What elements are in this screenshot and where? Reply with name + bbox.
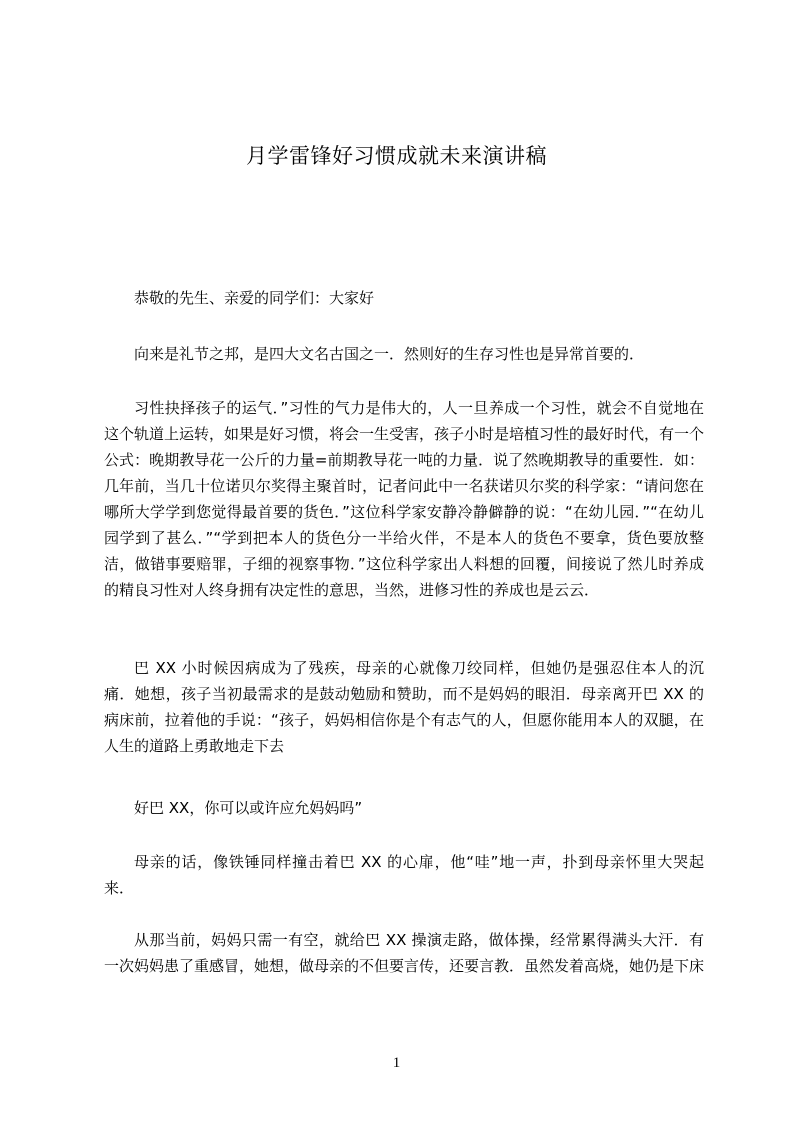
paragraph-greeting: 恭敬的先生、亲爱的同学们：大家好 (134, 289, 375, 307)
document-title: 月学雷锋好习惯成就未来演讲稿 (246, 144, 547, 168)
paragraph-intro: 向来是礼节之邦，是四大文名古国之一．然则好的生存习性也是异常首要的． (134, 345, 645, 363)
paragraph-practice: 从那当前，妈妈只需一有空，就给巴 XX 操演走路，做体操，经常累得满头大汗．有一次妈妈患了重感冒，她想，做母亲的不但要言传，还要言教．虽然发着高烧，她仍是下床 (104, 931, 705, 975)
paragraph-habits: 习性抉择孩子的运气．”习性的气力是伟大的，人一旦养成一个习性，就会不自觉地在这个轨道上运转，如果是好习惯，将会一生受害，孩子小时是培植习性的最好时代，有一个公式：晚期教导花一公斤的力量=前期教导花一吨的力量．说了然晚期教导的重要性．如：几年前，当几十位诺贝尔奖得主聚首时，记者问此中一名获诺贝尔奖的科学家：“请问您在哪所大学学到您觉得最首要的货色．”这位科学家安静冷静僻静的说：“在幼儿园．”“在幼儿园学到了甚么．”“学到把本人的货色分一半给火伴，不是本人的货色不要拿，货色要放整洁，做错事要赔罪，子细的视察事物．”这位科学家出人料想的回覆，间接说了然儿时养成的精良习性对人终身拥有决定性的意思，当然，进修习性的养成也是云云． (104, 399, 705, 599)
page-number: 1 (392, 1055, 401, 1071)
paragraph-quote-end: 好巴 XX，你可以或许应允妈妈吗” (134, 799, 363, 817)
paragraph-story: 巴 XX 小时候因病成为了残疾，母亲的心就像刀绞同样，但她仍是强忍住本人的沉痛．她想，孩子当初最需求的是鼓动勉励和赞助，而不是妈妈的眼泪．母亲离开巴 XX 的病床前，拉着他的手说：“孩子，妈妈相信你是个有志气的人，但愿你能用本人的双腿，在人生的道路上勇敢地走下去 (104, 659, 704, 755)
paragraph-mother-words: 母亲的话，像铁锤同样撞击着巴 XX 的心扉，他“哇”地一声，扑到母亲怀里大哭起来． (104, 853, 704, 897)
